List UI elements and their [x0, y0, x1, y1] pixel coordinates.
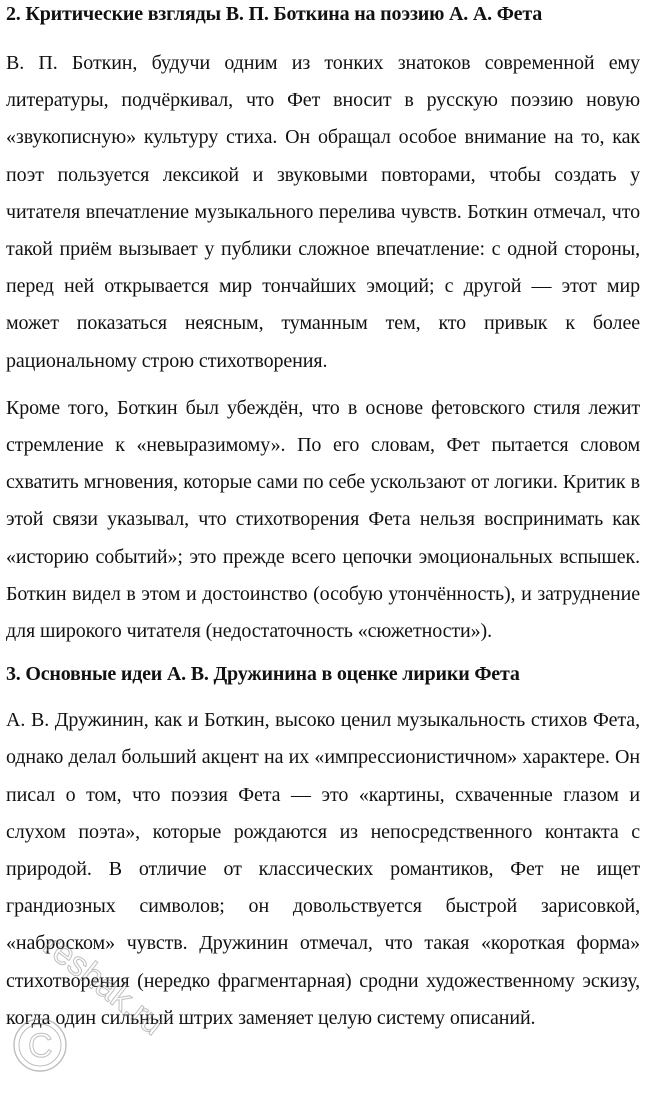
watermark-text: reshak.ru: [36, 940, 170, 1043]
paragraph-botkin-2: Кроме того, Боткин был убеждён, что в основе фетовского стиля лежит стремление к «невыразимому». По его словам, Фет пытается словом схватить мгновения, которые сами по себе ускользают от логики. Критик в этой связи указывал, что стихотворения Фета нельзя воспринимать как «историю событий»; это прежде всего цепочки эмоциональных вспышек. Боткин видел в этом и достоинство (особую утончённость), и затруднение для широкого читателя (недостаточность «сюжетности»).: [6, 396, 640, 643]
section-heading-druzhinin: 3. Основные идеи А. В. Дружинина в оценке лирики Фета: [6, 663, 520, 686]
paragraph-botkin-1: В. П. Боткин, будучи одним из тонких знатоков современной ему литературы, подчёркивал, что Фет вносит в русскую поэзию новую «звукописную» культуру стиха. Он обращал особое внимание на то, как поэт пользуется лексикой и звуковыми повторами, чтобы создать у читателя впечатление музыкального перелива чувств. Боткин отмечал, что такой приём вызывает у публики сложное впечатление: с одной стороны, перед ней открывается мир тончайших эмоций; с другой — этот мир может показаться неясным, туманным тем, кто привык к более рациональному строю стихотворения.: [6, 52, 640, 372]
paragraph-druzhinin-1: А. В. Дружинин, как и Боткин, высоко ценил музыкальность стихов Фета, однако делал больший акцент на их «импрессионистичном» характере. Он писал о том, что поэзия Фета — это «картины, схваченные глазом и слухом поэта», которые рождаются из непосредственного контакта с природой. В отличие от классических романтиков, Фет не ищет грандиозных символов; он довольствуется быстрой зарисовкой, «наброском» чувств. Дружинин отмечал, что такая «короткая форма» стихотворения (нередко фрагментарная) сродни художественному эскизу, когда один сильный штрих заменяет целую систему описаний.: [6, 709, 640, 1029]
svg-text:C: C: [28, 1027, 53, 1065]
section-heading-botkin: 2. Критические взгляды В. П. Боткина на поэзию А. А. Фета: [6, 3, 543, 25]
